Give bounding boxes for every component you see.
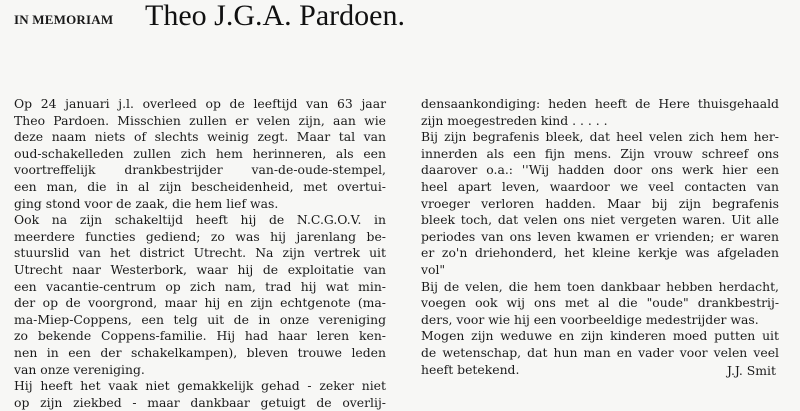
text-line: er zo'n driehonderd, het kleine kerkje was afgeladen xyxy=(421,245,779,261)
text-line: vroeger verloren hadden. Maar bij zijn begrafenis xyxy=(421,195,779,211)
text-line: de wetenschap, dat hun man en vader voor velen veel xyxy=(421,344,779,360)
text-line: meerdere functies gediend; zo was hij jarenlang be- xyxy=(14,228,386,244)
text-line: Bij de velen, die hem toen dankbaar hebben herdacht, xyxy=(421,278,779,294)
text-line: stuurslid van het district Utrecht. Na zijn vertrek uit xyxy=(14,245,386,261)
text-line: Hij heeft het vaak niet gemakkelijk gehad - zeker niet xyxy=(14,378,386,394)
text-line: zo bekende Coppens-familie. Hij had haar leren ken- xyxy=(14,328,386,344)
text-line: heel apart leven, waardoor we veel contacten van xyxy=(421,178,779,194)
text-line: voegen ook wij ons met al die "oude" drankbestrij- xyxy=(421,295,779,311)
text-line: ma-Miep-Coppens, een telg uit de in onze vereniging xyxy=(14,311,386,327)
text-line: voortreffelijk drankbestrijder van-de-oude-stempel, xyxy=(14,162,386,178)
text-line: Theo Pardoen. Misschien zullen er velen zijn, aan wie xyxy=(14,112,386,128)
text-line: oud-schakelleden zullen zich hem herinneren, als een xyxy=(14,145,386,161)
text-line: Op 24 januari j.l. overleed op de leeftijd van 63 jaar xyxy=(14,96,386,111)
text-line: densaankondiging: heden heeft de Here thuisgehaald xyxy=(421,96,779,111)
text-line: heeft betekend. xyxy=(421,361,520,377)
text-line: Utrecht naar Westerbork, waar hij de exploitatie van xyxy=(14,261,386,277)
kicker-label: IN MEMORIAM xyxy=(14,12,114,27)
text-line: een man, die in al zijn bescheidenheid, met overtui- xyxy=(14,178,386,194)
author-signature: J.J. Smit xyxy=(726,363,776,378)
text-line: der op de voorgrond, maar hij en zijn echtgenote (ma- xyxy=(14,295,386,311)
text-line: ging stond voor de zaak, die hem lief was. xyxy=(14,195,279,211)
text-line: deze naam niets of slechts weinig zegt. Maar tal van xyxy=(14,129,386,145)
text-line: vol" xyxy=(421,261,446,277)
text-line: Ook na zijn schakeltijd heeft hij de N.C.G.O.V. in xyxy=(14,212,386,228)
text-line: bleek toch, dat velen ons niet vergeten waren. Uit alle xyxy=(421,212,779,228)
text-line: innerden als een fijn mens. Zijn vrouw schreef ons xyxy=(421,145,779,161)
text-line: Bij zijn begrafenis bleek, dat heel velen zich hem her- xyxy=(421,129,779,145)
text-line: van onze vereniging. xyxy=(14,361,145,377)
text-line: periodes van ons leven kwamen er vrienden; er waren xyxy=(421,228,779,244)
article-title: Theo J.G.A. Pardoen. xyxy=(145,0,405,32)
text-line: op zijn ziekbed - maar dankbaar getuigt de overlij- xyxy=(14,394,386,410)
text-line: zijn moegestreden kind . . . . . xyxy=(421,112,608,128)
right-column xyxy=(421,96,779,378)
text-line: een vacantie-centrum op zich nam, trad hij wat min- xyxy=(14,278,386,294)
text-line: ders, voor wie hij een voorbeeldige medestrijder was. xyxy=(421,311,759,327)
text-line: Mogen zijn weduwe en zijn kinderen moed putten uit xyxy=(421,328,779,344)
text-line: nen in een der schakelkampen), bleven trouwe leden xyxy=(14,344,386,360)
left-column xyxy=(14,96,386,411)
text-line: daarover o.a.: ''Wij hadden door ons werk hier een xyxy=(421,162,779,178)
